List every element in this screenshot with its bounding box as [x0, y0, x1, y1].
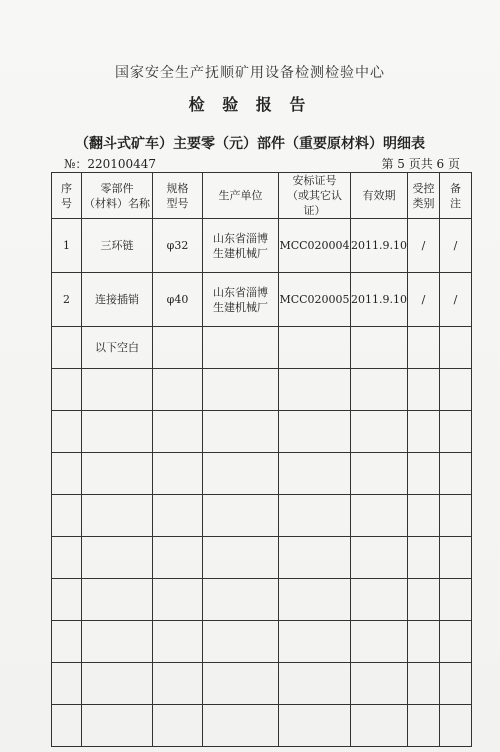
cell-spec: φ32 [153, 219, 203, 273]
header-manufacturer: 生产单位 [203, 173, 279, 219]
cell-validity: 2011.9.10 [351, 273, 408, 327]
cell-spec: φ40 [153, 273, 203, 327]
cell-validity: 2011.9.10 [351, 219, 408, 273]
cell-empty-note: 以下空白 [82, 327, 153, 369]
header-remarks: 备 注 [440, 173, 472, 219]
cell-part-name: 连接插销 [82, 273, 153, 327]
cell-manufacturer: 山东省淄博 生建机械厂 [203, 273, 279, 327]
table-row [52, 219, 472, 273]
cell-seq: 1 [52, 219, 82, 273]
organization-name: 国家安全生产抚顺矿用设备检测检验中心 [115, 65, 385, 81]
cell-seq: 2 [52, 273, 82, 327]
table-title: （翻斗式矿车）主要零（元）部件（重要原材料）明细表 [75, 136, 425, 152]
report-title: 检 验 报 告 [188, 95, 312, 114]
table-row-blank [52, 705, 472, 747]
cell-manufacturer: 山东省淄博 生建机械厂 [203, 219, 279, 273]
header-validity: 有效期 [351, 173, 408, 219]
report-number: №：220100447 [64, 157, 157, 171]
cell-control-category: / [408, 273, 440, 327]
table-row-blank [52, 537, 472, 579]
cell-remarks: / [440, 273, 472, 327]
header-part-name: 零部件 （材料）名称 [82, 173, 153, 219]
cell-remarks: / [440, 219, 472, 273]
table-row [52, 273, 472, 327]
table-row-blank [52, 495, 472, 537]
table-row-blank [52, 453, 472, 495]
header-certificate: 安标证号 （或其它认证） [279, 173, 351, 219]
table-row-blank [52, 663, 472, 705]
table-header-row [52, 173, 472, 219]
header-control-category: 受控 类别 [408, 173, 440, 219]
table-row-blank [52, 579, 472, 621]
page-indicator: 第 5 页共 6 页 [381, 157, 460, 171]
cell-control-category: / [408, 219, 440, 273]
cell-certificate: MCC020005 [279, 273, 351, 327]
cell-part-name: 三环链 [82, 219, 153, 273]
table-row-empty-note [52, 327, 472, 369]
header-seq: 序 号 [52, 173, 82, 219]
header-spec: 规格 型号 [153, 173, 203, 219]
parts-detail-table [51, 172, 472, 747]
table-row-blank [52, 369, 472, 411]
cell-certificate: MCC020004 [279, 219, 351, 273]
table-row-blank [52, 621, 472, 663]
table-row-blank [52, 411, 472, 453]
cell-seq [52, 327, 82, 369]
